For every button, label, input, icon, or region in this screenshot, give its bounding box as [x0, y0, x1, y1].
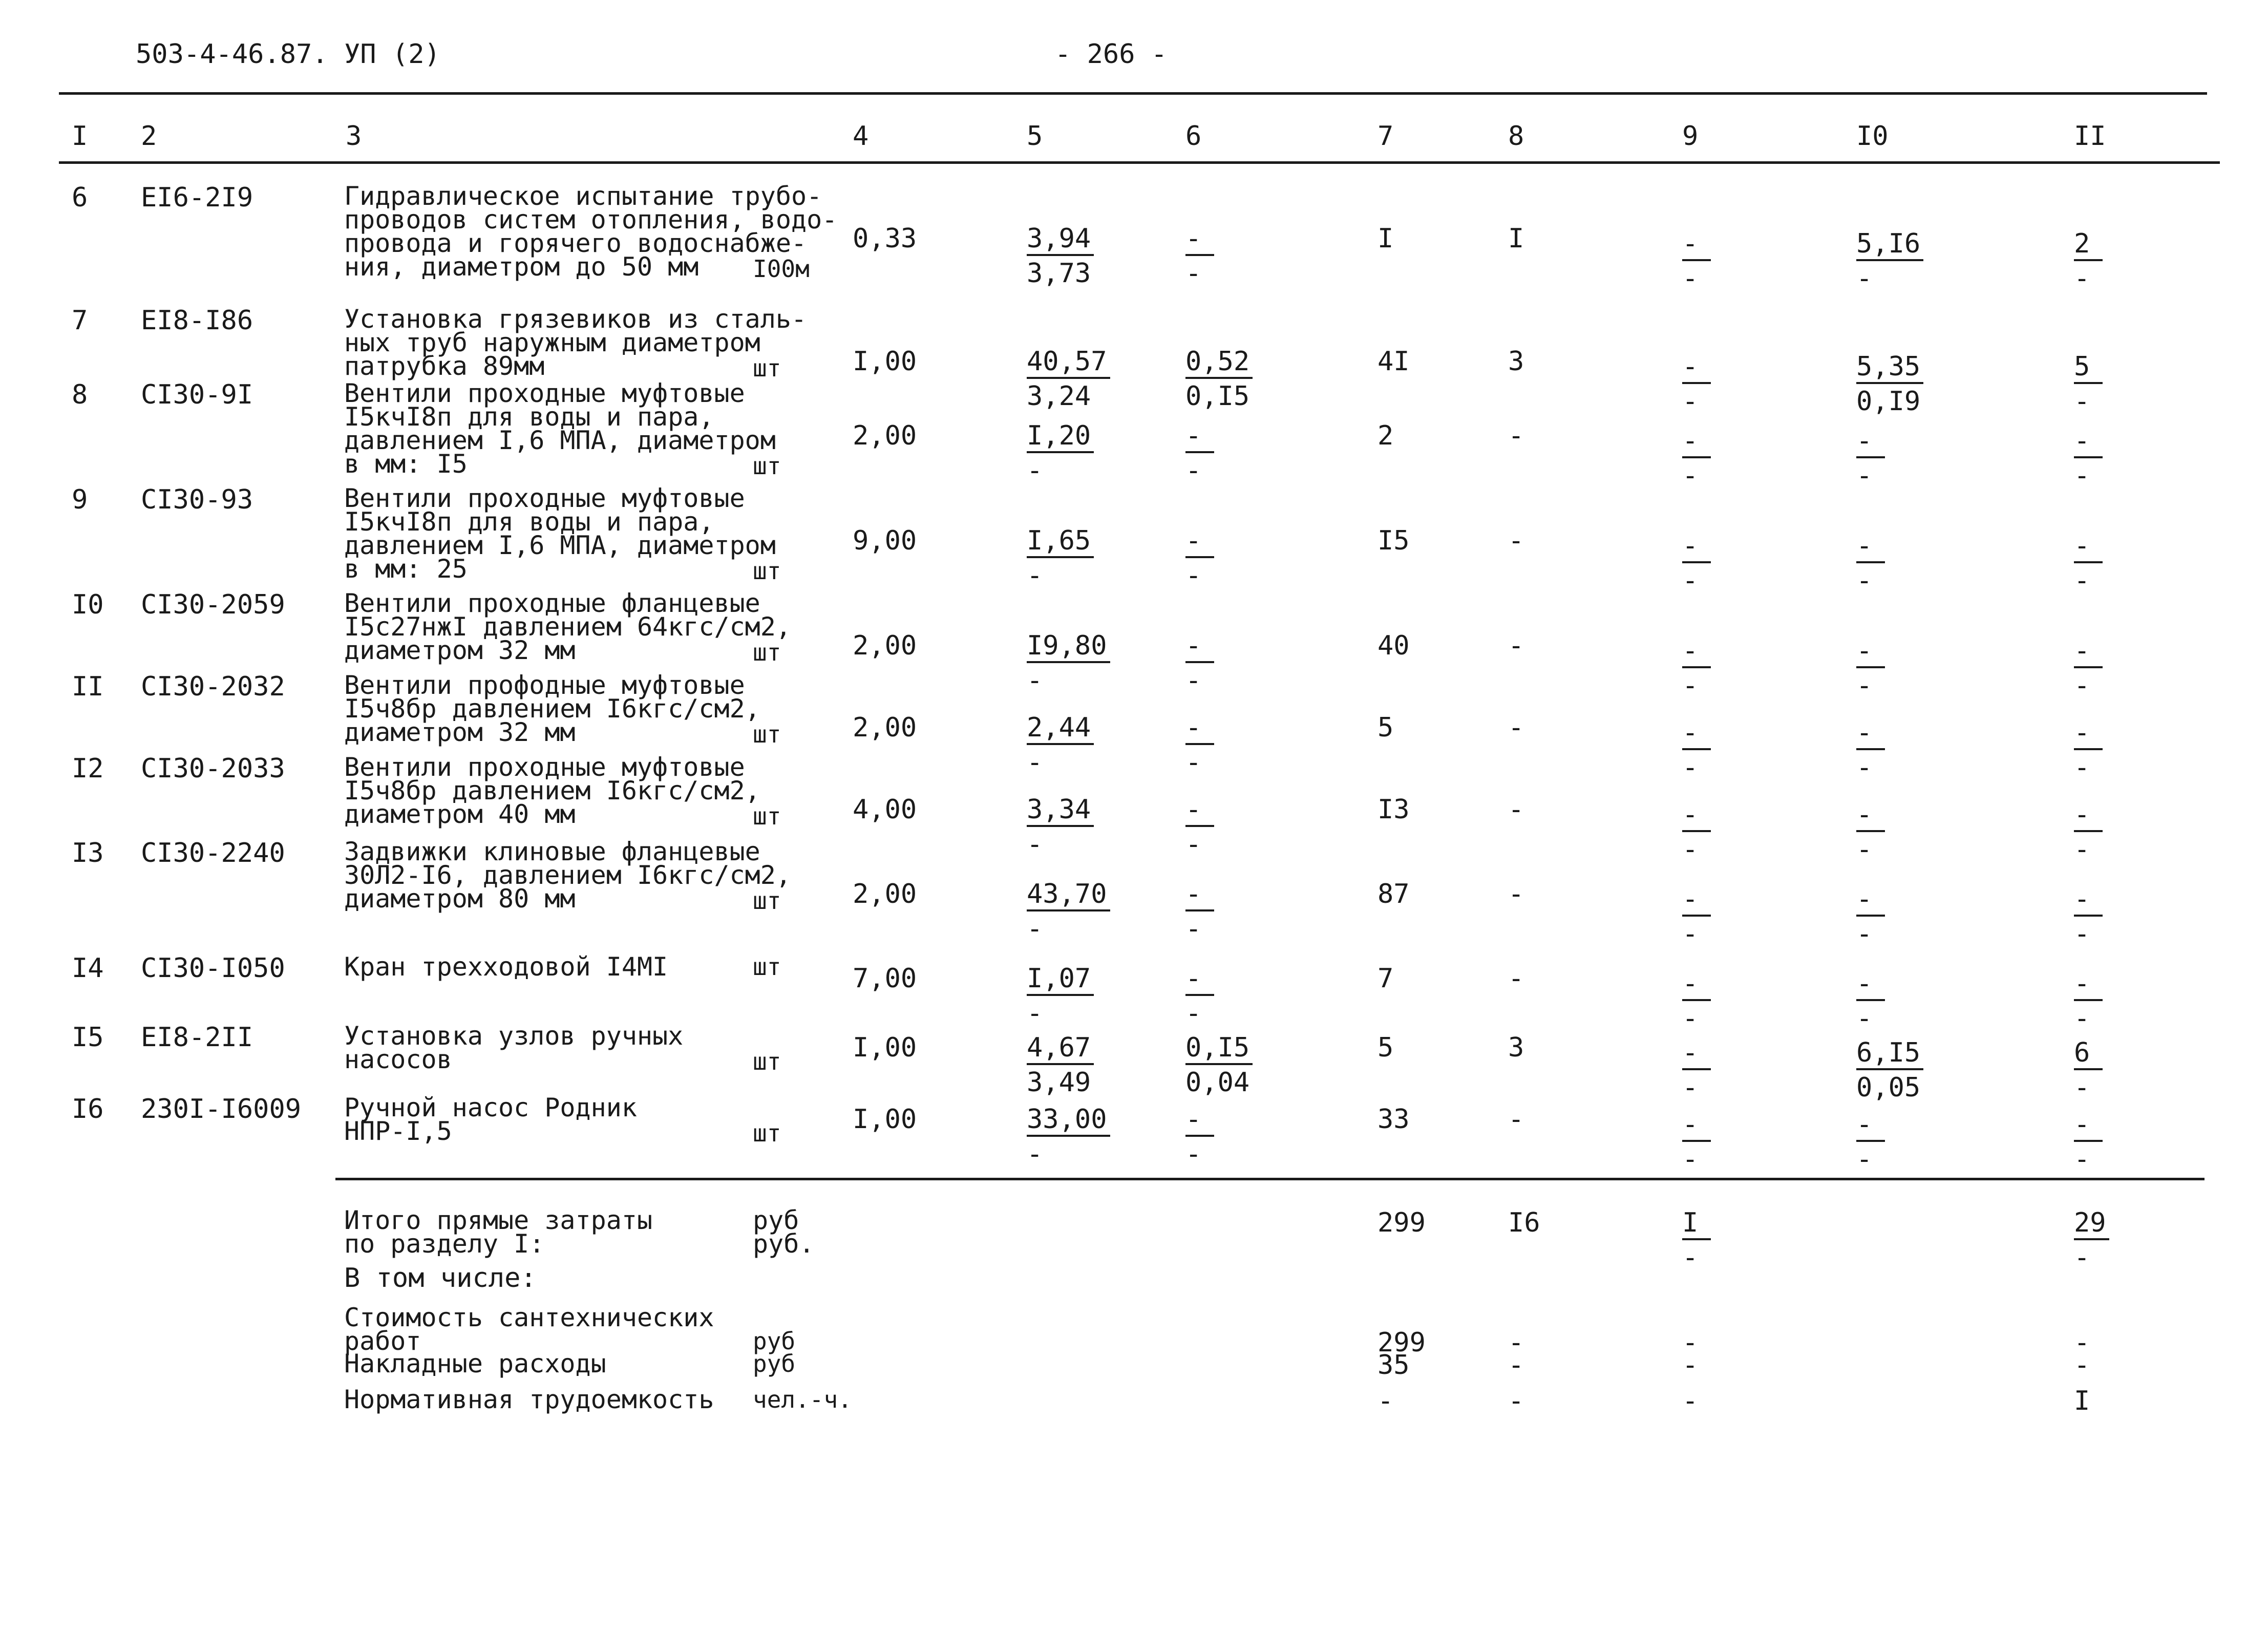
- row-quantity: 9,00: [853, 525, 917, 556]
- row-col11-numerator: -: [2074, 533, 2103, 563]
- row-code: EI8-I86: [141, 305, 253, 336]
- row-description: Гидравлическое испытание трубо- проводов систем отопления, водо- провода и горячего водоснабже- ния, диаметром до 50 мм: [344, 181, 838, 282]
- document-code: 503-4-46.87. УП (2): [136, 39, 440, 70]
- row-unit-cost-numerator: I,65: [1027, 527, 1094, 558]
- row-col9: [1682, 353, 1711, 415]
- row-col11-denominator: -: [2074, 1072, 2090, 1103]
- row-unit-cost-numerator: 33,00: [1027, 1106, 1110, 1137]
- row-col6-numerator: 0,52: [1185, 348, 1253, 379]
- row-col6: [1185, 796, 1214, 858]
- totals-item-col11: -: [2074, 1350, 2090, 1381]
- row-col6-numerator: -: [1185, 796, 1214, 827]
- row-col11: [2074, 970, 2103, 1032]
- row-col10-denominator: -: [1856, 752, 1873, 783]
- row-number: I0: [72, 589, 104, 620]
- row-col6-denominator: -: [1185, 665, 1202, 696]
- row-col6-numerator: -: [1185, 714, 1214, 745]
- row-number: I3: [72, 838, 104, 868]
- row-col11: [2074, 230, 2103, 292]
- row-col10-numerator: -: [1856, 801, 1885, 832]
- row-code: CI30-2059: [141, 589, 285, 620]
- column-header-6: 6: [1185, 121, 1202, 152]
- row-col6-numerator: -: [1185, 422, 1214, 453]
- row-unit: шт: [753, 452, 781, 480]
- row-col10-denominator: -: [1856, 1003, 1873, 1034]
- totals-including: В том числе:: [344, 1263, 537, 1293]
- row-number: II: [72, 671, 104, 702]
- totals-col11: [2074, 1207, 2109, 1273]
- row-col6: [1185, 527, 1214, 589]
- row-col8: -: [1508, 879, 1524, 909]
- row-col6: [1185, 714, 1214, 776]
- row-unit-cost-numerator: 40,57: [1027, 348, 1110, 379]
- row-col8: 3: [1508, 346, 1524, 377]
- row-col10-denominator: -: [1856, 1144, 1873, 1175]
- row-col10-numerator: -: [1856, 719, 1885, 750]
- row-description: Установка грязевиков из сталь- ных труб наружным диаметром патрубка 89мм: [344, 304, 807, 381]
- row-unit-cost-denominator: -: [1027, 560, 1043, 591]
- row-col10-denominator: -: [1856, 460, 1873, 491]
- row-total-cost: 87: [1377, 879, 1410, 909]
- totals-item-unit: руб: [753, 1327, 796, 1355]
- header-rule: [59, 161, 2220, 164]
- row-col6-numerator: -: [1185, 881, 1214, 911]
- row-col11-denominator: -: [2074, 834, 2090, 865]
- row-unit-cost: [1027, 1034, 1094, 1096]
- row-unit: шт: [753, 720, 781, 748]
- totals-col7: 299: [1377, 1207, 1426, 1238]
- row-unit: I00м: [753, 255, 810, 283]
- totals-item-label: Накладные расходы: [344, 1349, 606, 1378]
- row-col10-numerator: -: [1856, 533, 1885, 563]
- row-col6-denominator: -: [1185, 1139, 1202, 1170]
- row-description: Вентили проходные муфтовые I5кчI8п для воды и пара, давлением I,6 МПА, диаметром в мм: I5: [344, 378, 776, 479]
- row-total-cost: 40: [1377, 630, 1410, 661]
- column-header-11: II: [2074, 121, 2106, 152]
- row-quantity: 2,00: [853, 630, 917, 661]
- row-unit-cost-numerator: 2,44: [1027, 714, 1094, 745]
- row-unit-cost-denominator: 3,49: [1027, 1067, 1091, 1098]
- row-unit-cost: [1027, 965, 1094, 1027]
- row-code: EI8-2II: [141, 1022, 253, 1053]
- row-number: 8: [72, 379, 88, 410]
- row-col9: [1682, 801, 1711, 863]
- row-col11-numerator: -: [2074, 428, 2103, 458]
- row-col11-numerator: -: [2074, 801, 2103, 832]
- row-unit-cost-numerator: 3,94: [1027, 225, 1094, 256]
- row-col9-denominator: -: [1682, 460, 1699, 491]
- row-col9: [1682, 428, 1711, 489]
- row-col9-numerator: -: [1682, 353, 1711, 384]
- row-col9-denominator: -: [1682, 919, 1699, 949]
- row-col8: -: [1508, 630, 1524, 661]
- row-col9: [1682, 230, 1711, 292]
- row-unit-cost-denominator: -: [1027, 914, 1043, 944]
- row-unit-cost-denominator: -: [1027, 1139, 1043, 1170]
- row-col6-numerator: -: [1185, 965, 1214, 996]
- totals-item-col8: -: [1508, 1327, 1524, 1358]
- row-col10-numerator: -: [1856, 1111, 1885, 1142]
- row-unit-cost-numerator: 4,67: [1027, 1034, 1094, 1065]
- row-col6-denominator: -: [1185, 747, 1202, 778]
- row-total-cost: 2: [1377, 420, 1394, 451]
- row-col10-numerator: 5,I6: [1856, 230, 1923, 261]
- row-col11-denominator: -: [2074, 1003, 2090, 1034]
- row-unit-cost: [1027, 796, 1094, 858]
- row-description: Ручной насос Родник НПР-I,5: [344, 1093, 637, 1146]
- row-quantity: 2,00: [853, 420, 917, 451]
- row-col9-denominator: -: [1682, 1003, 1699, 1034]
- row-col8: -: [1508, 1104, 1524, 1135]
- row-col9: [1682, 719, 1711, 781]
- row-col11-denominator: -: [2074, 670, 2090, 701]
- row-code: CI30-2032: [141, 671, 285, 702]
- column-header-4: 4: [853, 121, 869, 152]
- row-col8: 3: [1508, 1032, 1524, 1063]
- row-number: I6: [72, 1094, 104, 1125]
- row-col6-denominator: -: [1185, 829, 1202, 860]
- row-col6: [1185, 225, 1214, 287]
- totals-col9: [1682, 1207, 1711, 1273]
- row-unit-cost-numerator: I,07: [1027, 965, 1094, 996]
- row-col9-numerator: -: [1682, 801, 1711, 832]
- row-quantity: I,00: [853, 1104, 917, 1135]
- row-col10-denominator: -: [1856, 919, 1873, 949]
- row-col6-numerator: 0,I5: [1185, 1034, 1253, 1065]
- row-description: Установка узлов ручных насосов: [344, 1021, 684, 1074]
- row-col6: [1185, 965, 1214, 1027]
- row-number: 7: [72, 305, 88, 336]
- row-quantity: 4,00: [853, 794, 917, 825]
- row-col8: I: [1508, 223, 1524, 254]
- row-col9: [1682, 1037, 1711, 1103]
- row-unit-cost-numerator: 43,70: [1027, 881, 1110, 911]
- row-unit: шт: [753, 802, 781, 830]
- row-col11-numerator: -: [2074, 1111, 2103, 1142]
- row-total-cost: 33: [1377, 1104, 1410, 1135]
- row-col6-denominator: 0,04: [1185, 1067, 1250, 1098]
- row-description: Кран трехходовой I4MI: [344, 952, 668, 982]
- row-col10-denominator: -: [1856, 834, 1873, 865]
- row-col6-denominator: -: [1185, 455, 1202, 486]
- column-header-10: I0: [1856, 121, 1889, 152]
- row-col9-denominator: -: [1682, 834, 1699, 865]
- row-col8: -: [1508, 420, 1524, 451]
- row-col10: [1856, 1037, 1923, 1103]
- row-col10-numerator: -: [1856, 638, 1885, 668]
- row-col11-denominator: -: [2074, 386, 2090, 417]
- row-col6-denominator: -: [1185, 560, 1202, 591]
- row-quantity: 0,33: [853, 223, 917, 254]
- row-quantity: I,00: [853, 1032, 917, 1063]
- row-col9-numerator: -: [1682, 886, 1711, 917]
- row-unit: шт: [753, 557, 781, 585]
- row-col9-numerator: -: [1682, 1111, 1711, 1142]
- row-col10: [1856, 886, 1885, 947]
- column-header-3: 3: [346, 121, 362, 152]
- row-col11-denominator: -: [2074, 565, 2090, 596]
- row-unit: шт: [753, 953, 781, 981]
- row-col10-numerator: -: [1856, 886, 1885, 917]
- row-col9-numerator: -: [1682, 428, 1711, 458]
- totals-item-col9: -: [1682, 1350, 1699, 1381]
- row-col9-numerator: -: [1682, 638, 1711, 668]
- totals-title: Итого прямые затраты по разделу I:: [344, 1205, 653, 1259]
- row-col6: [1185, 632, 1214, 694]
- row-total-cost: 5: [1377, 712, 1394, 743]
- totals-item-col7: 35: [1377, 1350, 1410, 1381]
- totals-col11-numerator: 29: [2074, 1210, 2109, 1240]
- row-col9-denominator: -: [1682, 386, 1699, 417]
- row-unit-cost: [1027, 422, 1094, 484]
- row-col9-denominator: -: [1682, 1144, 1699, 1175]
- row-col11-numerator: 2: [2074, 230, 2103, 261]
- row-col10: [1856, 970, 1885, 1032]
- row-unit-cost-denominator: -: [1027, 998, 1043, 1029]
- totals-units: руб руб.: [753, 1205, 815, 1259]
- row-col10-denominator: -: [1856, 263, 1873, 294]
- row-code: CI30-I050: [141, 953, 285, 984]
- row-col11: [2074, 428, 2103, 489]
- row-unit-cost-denominator: 3,24: [1027, 381, 1091, 412]
- row-col9-numerator: -: [1682, 1040, 1711, 1070]
- row-total-cost: 5: [1377, 1032, 1394, 1063]
- totals-item-col7: 299: [1377, 1327, 1426, 1358]
- row-col9: [1682, 970, 1711, 1032]
- row-total-cost: 4I: [1377, 346, 1410, 377]
- row-unit: шт: [753, 1048, 781, 1075]
- row-col10-numerator: 6,I5: [1856, 1040, 1923, 1070]
- totals-item-col8: -: [1508, 1386, 1524, 1416]
- row-col9: [1682, 1111, 1711, 1173]
- row-number: I4: [72, 953, 104, 984]
- totals-col8: I6: [1508, 1207, 1540, 1238]
- totals-item-unit: чел.-ч.: [753, 1386, 852, 1413]
- totals-item-col9: -: [1682, 1386, 1699, 1416]
- row-col9-numerator: -: [1682, 230, 1711, 261]
- row-col11-numerator: -: [2074, 638, 2103, 668]
- row-unit-cost: [1027, 348, 1110, 410]
- row-col10: [1856, 230, 1923, 292]
- table-top-rule: [59, 92, 2207, 95]
- column-header-9: 9: [1682, 121, 1699, 152]
- totals-item-unit: руб: [753, 1350, 796, 1377]
- row-quantity: 2,00: [853, 879, 917, 909]
- row-col9-denominator: -: [1682, 565, 1699, 596]
- row-col10: [1856, 801, 1885, 863]
- row-col9: [1682, 886, 1711, 947]
- row-quantity: 2,00: [853, 712, 917, 743]
- row-number: 9: [72, 484, 88, 515]
- column-header-2: 2: [141, 121, 157, 152]
- totals-item-col9: -: [1682, 1327, 1699, 1358]
- totals-item-col11: I: [2074, 1386, 2090, 1416]
- page-number: - 266 -: [1055, 39, 1168, 70]
- row-unit-cost: [1027, 881, 1110, 942]
- row-col9-denominator: -: [1682, 752, 1699, 783]
- row-col6: [1185, 422, 1214, 484]
- row-col11-denominator: -: [2074, 752, 2090, 783]
- row-unit-cost-denominator: 3,73: [1027, 258, 1091, 289]
- column-header-5: 5: [1027, 121, 1043, 152]
- row-col6-numerator: -: [1185, 632, 1214, 663]
- row-quantity: I,00: [853, 346, 917, 377]
- row-col10: [1856, 635, 1885, 701]
- row-col11: [2074, 635, 2103, 701]
- totals-rule: [335, 1178, 2205, 1180]
- row-unit-cost-numerator: I,20: [1027, 422, 1094, 453]
- row-col11-denominator: -: [2074, 460, 2090, 491]
- row-unit-cost-denominator: -: [1027, 829, 1043, 860]
- row-col8: -: [1508, 963, 1524, 994]
- row-col11-numerator: -: [2074, 970, 2103, 1001]
- row-col6: [1185, 881, 1214, 942]
- row-col8: -: [1508, 794, 1524, 825]
- row-number: I2: [72, 753, 104, 784]
- row-col10: [1856, 1111, 1885, 1173]
- row-description: Вентили профодные муфтовые I5ч8бр давлением I6кгс/см2, диаметром 32 мм: [344, 670, 760, 747]
- row-col6-numerator: -: [1185, 225, 1214, 256]
- totals-col11-denominator: -: [2074, 1242, 2090, 1273]
- totals-col9-denominator: -: [1682, 1242, 1699, 1273]
- row-col9-numerator: -: [1682, 533, 1711, 563]
- row-col6-numerator: -: [1185, 1106, 1214, 1137]
- row-unit: шт: [753, 639, 781, 666]
- row-col10-denominator: -: [1856, 670, 1873, 701]
- row-unit: шт: [753, 1119, 781, 1147]
- row-col8: -: [1508, 525, 1524, 556]
- row-col10-numerator: 5,35: [1856, 353, 1923, 384]
- row-col11-numerator: 5: [2074, 353, 2103, 384]
- row-unit: шт: [753, 354, 781, 382]
- column-header-7: 7: [1377, 121, 1394, 152]
- row-total-cost: I5: [1377, 525, 1410, 556]
- row-code: CI30-93: [141, 484, 253, 515]
- row-code: EI6-2I9: [141, 182, 253, 213]
- row-col10-numerator: -: [1856, 428, 1885, 458]
- row-col9-denominator: -: [1682, 1072, 1699, 1103]
- row-col11-numerator: -: [2074, 719, 2103, 750]
- row-unit-cost-denominator: -: [1027, 665, 1043, 696]
- row-col11: [2074, 353, 2103, 415]
- row-unit-cost-denominator: -: [1027, 747, 1043, 778]
- row-col11-denominator: -: [2074, 1144, 2090, 1175]
- row-col10: [1856, 533, 1885, 594]
- row-unit-cost-denominator: -: [1027, 455, 1043, 486]
- row-total-cost: I3: [1377, 794, 1410, 825]
- row-col10-numerator: -: [1856, 970, 1885, 1001]
- row-code: CI30-2240: [141, 838, 285, 868]
- row-col11-denominator: -: [2074, 919, 2090, 949]
- row-code: CI30-2033: [141, 753, 285, 784]
- row-col11-denominator: -: [2074, 263, 2090, 294]
- row-col10: [1856, 428, 1885, 489]
- row-col9-denominator: -: [1682, 263, 1699, 294]
- row-col11-numerator: 6: [2074, 1040, 2103, 1070]
- row-quantity: 7,00: [853, 963, 917, 994]
- row-col6: [1185, 1034, 1253, 1096]
- row-col6: [1185, 348, 1253, 410]
- row-col10-denominator: 0,05: [1856, 1072, 1921, 1103]
- row-col9: [1682, 533, 1711, 594]
- row-number: 6: [72, 182, 88, 213]
- totals-item-col8: -: [1508, 1350, 1524, 1381]
- totals-item-col7: -: [1377, 1386, 1394, 1416]
- row-col6-denominator: -: [1185, 258, 1202, 289]
- row-unit-cost: [1027, 632, 1110, 694]
- row-col6-numerator: -: [1185, 527, 1214, 558]
- row-description: Вентили проходные фланцевые I5с27нжI давлением 64кгс/см2, диаметром 32 мм: [344, 588, 791, 665]
- row-unit-cost-numerator: I9,80: [1027, 632, 1110, 663]
- row-col11: [2074, 533, 2103, 594]
- row-total-cost: 7: [1377, 963, 1394, 994]
- row-col11: [2074, 1037, 2103, 1103]
- row-col6-denominator: 0,I5: [1185, 381, 1250, 412]
- column-header-8: 8: [1508, 121, 1524, 152]
- row-unit-cost-numerator: 3,34: [1027, 796, 1094, 827]
- row-total-cost: I: [1377, 223, 1394, 254]
- totals-item-col11: -: [2074, 1327, 2090, 1358]
- totals-item-label: Стоимость сантехнических работ: [344, 1303, 714, 1356]
- row-unit: шт: [753, 887, 781, 915]
- totals-item-label: Нормативная трудоемкость: [344, 1385, 714, 1414]
- row-col10: [1856, 353, 1923, 415]
- row-unit-cost: [1027, 527, 1094, 589]
- row-col8: -: [1508, 712, 1524, 743]
- row-col6: [1185, 1106, 1214, 1168]
- row-col6-denominator: -: [1185, 914, 1202, 944]
- row-description: Вентили проходные муфтовые I5кчI8п для воды и пара, давлением I,6 МПА, диаметром в мм: 25: [344, 483, 776, 584]
- row-col11: [2074, 1111, 2103, 1173]
- row-unit-cost: [1027, 225, 1094, 287]
- row-col11-numerator: -: [2074, 886, 2103, 917]
- row-col11: [2074, 719, 2103, 781]
- row-col9-numerator: -: [1682, 719, 1711, 750]
- row-number: I5: [72, 1022, 104, 1053]
- row-description: Задвижки клиновые фланцевые 30Л2-I6, давлением I6кгс/см2, диаметром 80 мм: [344, 837, 791, 914]
- row-col10: [1856, 719, 1885, 781]
- row-col9-numerator: -: [1682, 970, 1711, 1001]
- row-col11: [2074, 801, 2103, 863]
- row-description: Вентили проходные муфтовые I5ч8бр давлением I6кгс/см2, диаметром 40 мм: [344, 752, 760, 829]
- column-header-1: I: [72, 121, 88, 152]
- row-col11: [2074, 886, 2103, 947]
- row-unit-cost: [1027, 714, 1094, 776]
- row-unit-cost: [1027, 1106, 1110, 1168]
- row-col9-denominator: -: [1682, 670, 1699, 701]
- row-code: CI30-9I: [141, 379, 253, 410]
- row-col9: [1682, 635, 1711, 701]
- totals-col9-numerator: I: [1682, 1210, 1711, 1240]
- row-col10-denominator: -: [1856, 565, 1873, 596]
- row-col6-denominator: -: [1185, 998, 1202, 1029]
- row-code: 230I-I6009: [141, 1094, 302, 1125]
- row-col10-denominator: 0,I9: [1856, 386, 1921, 417]
